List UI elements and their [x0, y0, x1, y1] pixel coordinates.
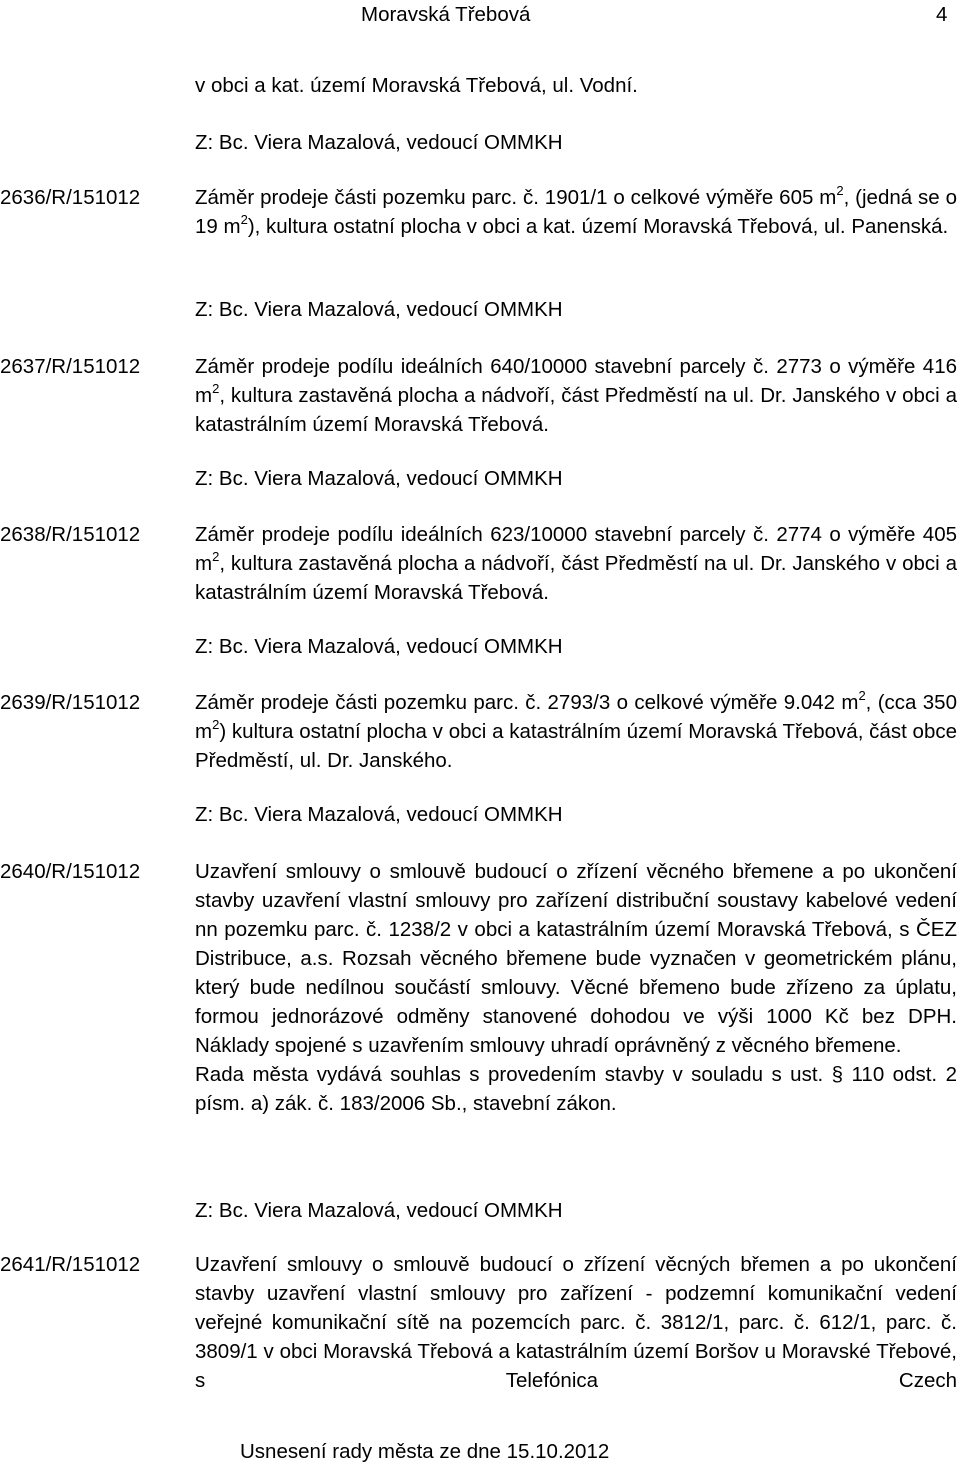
page-header	[0, 2, 960, 30]
resolution-responsible: Z: Bc. Viera Mazalová, vedoucí OMMKH	[195, 298, 563, 321]
resolution-number: 2636/R/151012	[0, 186, 141, 209]
resolution-paragraph: Uzavření smlouvy o smlouvě budoucí o zřízení věcných břemen a po ukončení stavby uzavření vlastní smlouvy pro zařízení - podzemní komunikační vedení veřejné komunikační sítě na pozemcích parc. č. 3812/1, parc. č. 612/1, parc. č. 3809/1 v obci Moravská Třebová a katastrálním území Boršov u Moravské Třebové, s Telefónica Czech	[195, 1253, 957, 1392]
resolution-number: 2640/R/151012	[0, 860, 141, 883]
resolution-paragraph: Rada města vydává souhlas s provedením stavby v souladu s ust. § 110 odst. 2 písm. a) zák. č. 183/2006 Sb., stavební zákon.	[195, 1063, 957, 1115]
resolution-responsible: Z: Bc. Viera Mazalová, vedoucí OMMKH	[195, 803, 563, 826]
resolution-text: Záměr prodeje části pozemku parc. č. 2793/3 o celkové výměře 9.042 $m^2$, (cca 350 $m^2$) kultura ostatní plocha v obci a katastrálním území Moravská Třebová, část obce Předměstí, ul. Dr. Janského.	[195, 688, 957, 772]
resolution-number: 2637/R/151012	[0, 355, 141, 378]
resolution-number: 2638/R/151012	[0, 523, 141, 546]
resolution-number: 2639/R/151012	[0, 691, 141, 714]
page-number: 4	[936, 3, 948, 26]
resolution-number: 2641/R/151012	[0, 1253, 141, 1276]
intro-block	[195, 71, 957, 157]
resolution-responsible: Z: Bc. Viera Mazalová, vedoucí OMMKH	[195, 1199, 563, 1222]
resolution-text	[195, 857, 957, 1118]
header-title: Moravská Třebová	[361, 3, 531, 26]
intro-text: v obci a kat. území Moravská Třebová, ul. Vodní.	[195, 74, 638, 97]
resolution-responsible: Z: Bc. Viera Mazalová, vedoucí OMMKH	[195, 467, 563, 490]
resolution-text: Záměr prodeje podílu ideálních 623/10000 stavební parcely č. 2774 o výměře 405 $m^2$, kultura zastavěná plocha a nádvoří, část Předměstí na ul. Dr. Janského v obci a katastrálním území Moravská Třebová.	[195, 523, 957, 604]
resolution-text: Záměr prodeje části pozemku parc. č. 1901/1 o celkové výměře 605 $m^2$, (jedná se o 19 $m^2$), kultura ostatní plocha v obci a kat. území Moravská Třebová, ul. Panenská.	[195, 183, 957, 238]
resolution-responsible: Z: Bc. Viera Mazalová, vedoucí OMMKH	[195, 635, 563, 658]
page-footer: Usnesení rady města ze dne 15.10.2012	[240, 1440, 610, 1463]
intro-responsible: Z: Bc. Viera Mazalová, vedoucí OMMKH	[195, 131, 563, 154]
resolution-text	[195, 1250, 957, 1395]
resolution-text: Záměr prodeje podílu ideálních 640/10000 stavební parcely č. 2773 o výměře 416 $m^2$, kultura zastavěná plocha a nádvoří, část Předměstí na ul. Dr. Janského v obci a katastrálním území Moravská Třebová.	[195, 355, 957, 436]
resolution-paragraph: Uzavření smlouvy o smlouvě budoucí o zřízení věcného břemene a po ukončení stavby uzavření vlastní smlouvy pro zařízení distribuční soustavy kabelové vedení nn pozemku parc. č. 1238/2 v obci a katastrálním území Moravská Třebová, s ČEZ Distribuce, a.s. Rozsah věcného břemene bude vyznačen v geometrickém plánu, který bude nedílnou součástí smlouvy. Věcné břemeno bude zřízeno za úplatu, formou jednorázové odměny stanovené dohodou ve výši 1000 Kč bez DPH. Náklady spojené s uzavřením smlouvy uhradí oprávněný z věcného břemene.	[195, 860, 957, 1057]
